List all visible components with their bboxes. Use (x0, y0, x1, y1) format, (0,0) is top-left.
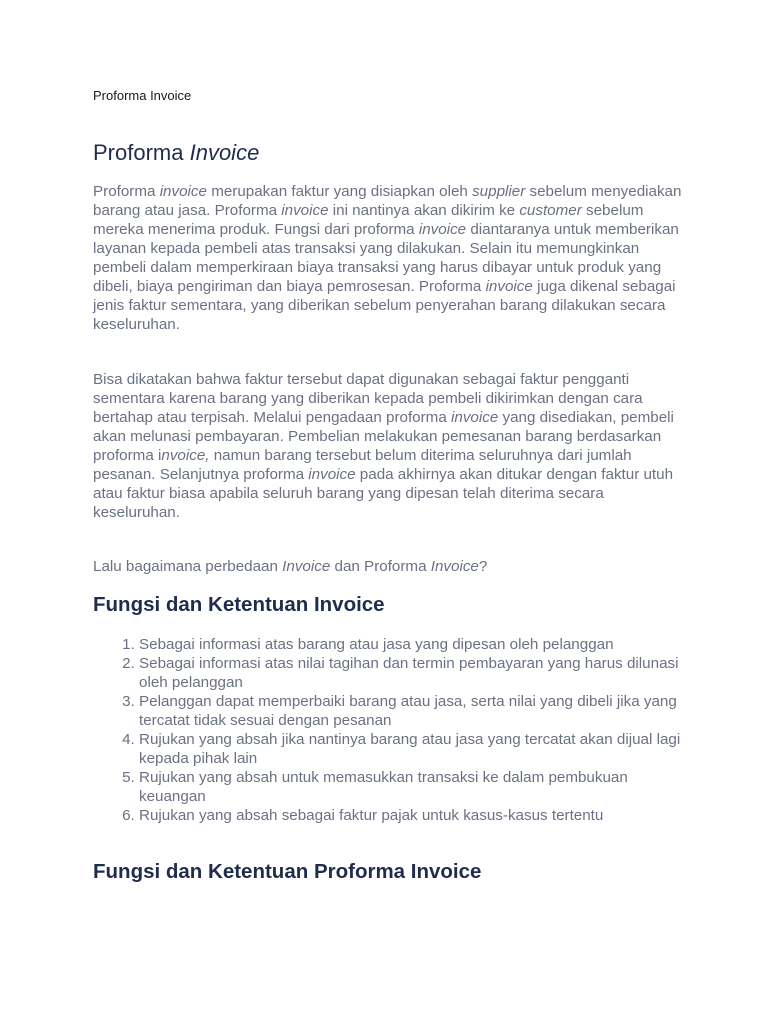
text-run: namun barang tersebut belum diterima seluruhnya dari jumlah pesanan. Selanjutnya proforma (93, 447, 632, 483)
text-run: diantaranya untuk memberikan layanan kepada pembeli atas transaksi yang dilakukan. Selain itu memungkinkan pembeli dalam memperkiraan biaya transaksi yang harus dibayar untuk produk yang dibeli, biaya pengiriman dan biaya pemrosesan. Proforma (93, 221, 679, 295)
text-run-italic: invoice (159, 183, 207, 200)
text-run: yang disediakan, pembeli akan melunasi pembayaran. Pembelian melakukan pemesanan barang berdasarkan proforma i (93, 409, 674, 464)
text-run: Bisa dikatakan bahwa faktur tersebut dapat digunakan sebagai faktur pengganti sementara karena barang yang diberikan kepada pembeli dikirimkan dengan cara bertahap atau terpisah. Melalui pengadaan proforma (93, 371, 643, 426)
text-run: pada akhirnya akan ditukar dengan faktur utuh atau faktur biasa apabila seluruh barang yang dipesan telah diterima secara keseluruhan. (93, 466, 674, 521)
list-item: 2. Sebagai informasi atas nilai tagihan dan termin pembayaran yang harus dilunasi oleh pelanggan (139, 654, 685, 692)
text-run-italic: nvoice, (161, 447, 210, 464)
text-run: ? (478, 558, 488, 575)
text-run: dan Proforma (330, 558, 431, 575)
page-title-italic: Invoice (189, 140, 260, 165)
document-label: Proforma Invoice (93, 88, 192, 103)
page-title (93, 139, 259, 167)
text-run-italic: invoice (281, 202, 329, 219)
text-run-italic: invoice (485, 278, 533, 295)
list-item: 3. Pelanggan dapat memperbaiki barang atau jasa, serta nilai yang dibeli jika yang tercatat tidak sesuai dengan pesanan (139, 692, 685, 730)
text-run: sebelum mereka menerima produk. Fungsi dari proforma (93, 202, 644, 238)
text-run-italic: customer (519, 202, 582, 219)
text-run-italic: invoice (451, 409, 499, 426)
text-run: ini nantinya akan dikirim ke (328, 202, 520, 219)
text-run: merupakan faktur yang disiapkan oleh (206, 183, 473, 200)
section-heading-invoice: Fungsi dan Ketentuan Invoice (93, 593, 385, 616)
text-run-italic: supplier (472, 183, 526, 200)
list-item: 5. Rujukan yang absah untuk memasukkan transaksi ke dalam pembukuan keuangan (139, 768, 685, 806)
text-run-italic: Invoice (430, 558, 479, 575)
text-run-italic: Invoice (282, 558, 331, 575)
text-run: Lalu bagaimana perbedaan (93, 558, 283, 575)
text-run-italic: invoice (418, 221, 467, 238)
invoice-functions-list (93, 635, 685, 825)
paragraph-question (93, 557, 685, 576)
section-heading-proforma-invoice: Fungsi dan Ketentuan Proforma Invoice (93, 860, 482, 883)
list-item: 6. Rujukan yang absah sebagai faktur pajak untuk kasus-kasus tertentu (139, 806, 685, 825)
list-item: 4. Rujukan yang absah jika nantinya barang atau jasa yang tercatat akan dijual lagi kepada pihak lain (139, 730, 685, 768)
list-item: 1. Sebagai informasi atas barang atau jasa yang dipesan oleh pelanggan (139, 635, 685, 654)
page-title-plain: Proforma (93, 140, 190, 165)
text-run: sebelum menyediakan barang atau jasa. Proforma (93, 183, 682, 219)
text-run-italic: invoice (308, 466, 356, 483)
paragraph-intro (93, 182, 685, 334)
text-run: Proforma (93, 183, 160, 200)
text-run: juga dikenal sebagai jenis faktur sementara, yang diberikan sebelum penyerahan barang dilakukan secara keseluruhan. (93, 278, 676, 333)
paragraph-temporary-invoice (93, 370, 685, 522)
